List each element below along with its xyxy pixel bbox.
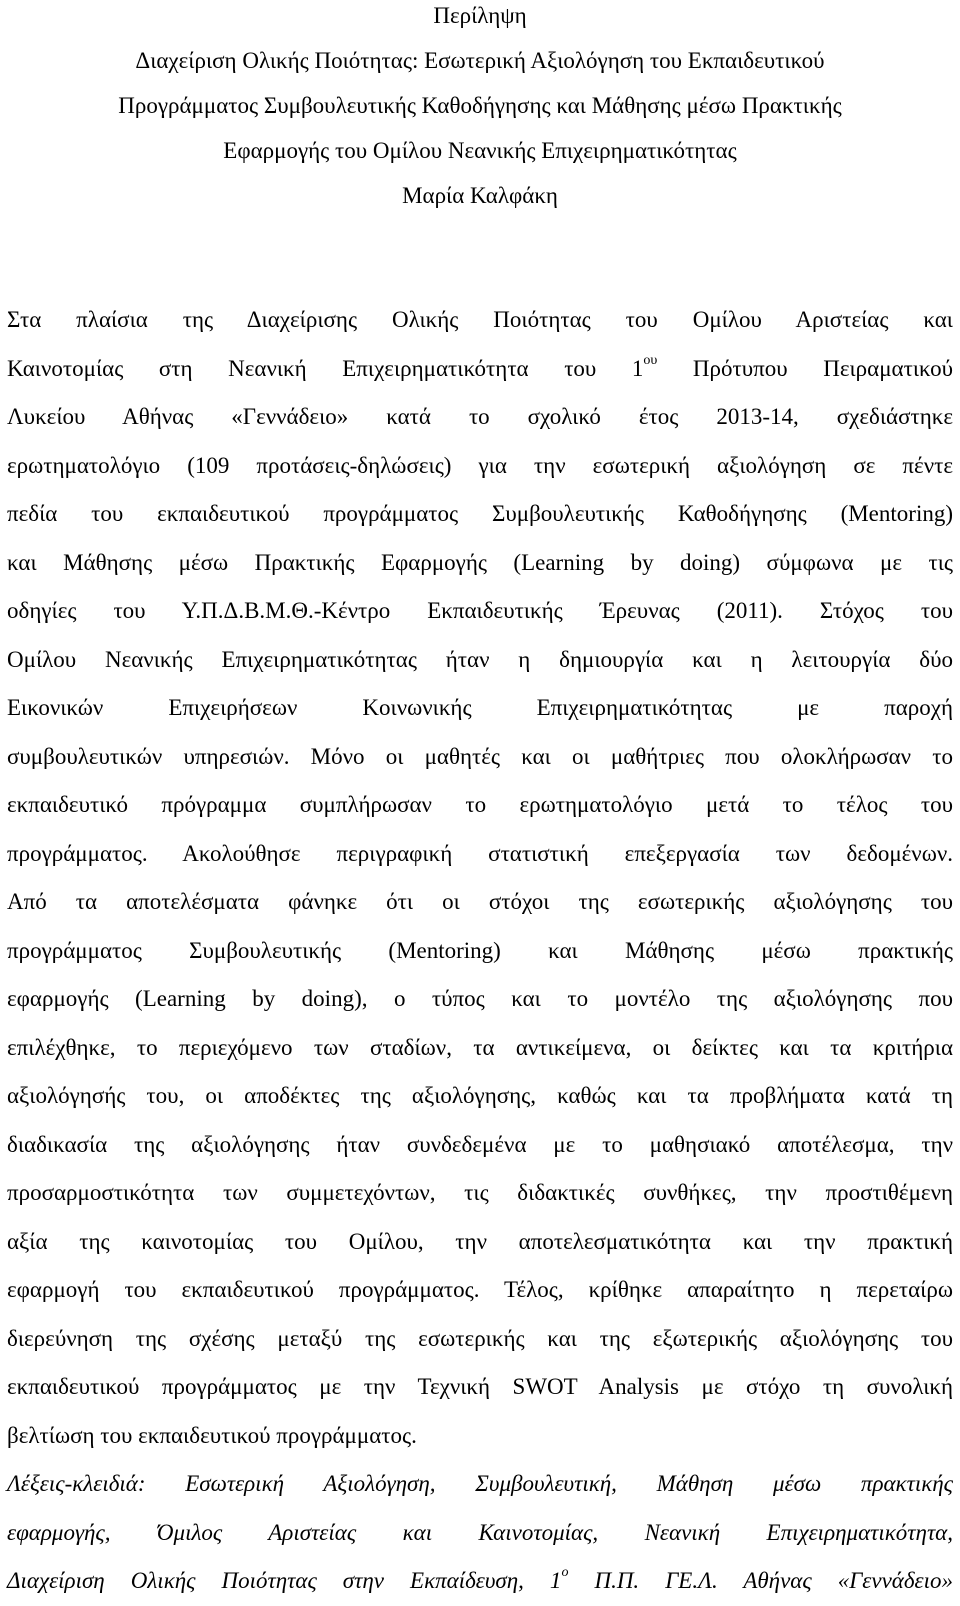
abstract-line: εκπαιδευτικό πρόγραμμα συμπλήρωσαν το ερωτηματολόγιο μετά το τέλος του	[7, 792, 953, 817]
abstract-line: εφαρμογή του εκπαιδευτικού προγράμματος. Τέλος, κρίθηκε απαραίτητο η περεταίρω	[7, 1277, 953, 1302]
abstract-text: Καινοτομίας στη Νεανική Επιχειρηματικότητα του 1	[7, 355, 644, 381]
abstract-line: διερεύνηση της σχέσης μεταξύ της εσωτερικής και της εξωτερικής αξιολόγησης του	[7, 1325, 953, 1351]
abstract-line: Ομίλου Νεανικής Επιχειρηματικότητας ήταν η δημιουργία και η λειτουργία δύο	[7, 646, 953, 672]
abstract-line: προγράμματος. Ακολούθησε περιγραφική στατιστική επεξεργασία των δεδομένων.	[7, 840, 953, 866]
abstract-line: Στα πλαίσια της Διαχείρισης Ολικής Ποιότητας του Ομίλου Αριστείας και	[7, 307, 953, 332]
abstract-line: ερωτηματολόγιο (109 προτάσεις-δηλώσεις) για την εσωτερική αξιολόγηση σε πέντε	[7, 452, 953, 478]
keywords-line: Λέξεις-κλειδιά: Εσωτερική Αξιολόγηση, Συμβουλευτική, Μάθηση μέσω πρακτικής	[7, 1471, 953, 1496]
abstract-line: προγράμματος Συμβουλευτικής (Mentoring) και Μάθησης μέσω πρακτικής	[7, 937, 953, 963]
title-line: Προγράμματος Συμβουλευτικής Καθοδήγησης και Μάθησης μέσω Πρακτικής	[118, 93, 842, 118]
abstract-line: αξιολόγησής του, οι αποδέκτες της αξιολόγησης, καθώς και τα προβλήματα κατά τη	[7, 1083, 953, 1108]
document-page	[7, 0, 954, 1593]
author-name: Μαρία Καλφάκη	[402, 183, 558, 208]
abstract-line: και Μάθησης μέσω Πρακτικής Εφαρμογής (Learning by doing) σύμφωνα με τις	[7, 549, 953, 575]
abstract-body	[7, 296, 953, 1606]
ordinal-superscript: ο	[561, 1565, 569, 1581]
title-line: Εφαρμογής του Ομίλου Νεανικής Επιχειρηματικότητας	[223, 138, 737, 163]
abstract-line: πεδία του εκπαιδευτικού προγράμματος Συμβουλευτικής Καθοδήγησης (Mentoring)	[7, 501, 953, 526]
abstract-line: εκπαιδευτικού προγράμματος με την Τεχνική SWOT Analysis με στόχο τη συνολική	[7, 1374, 953, 1399]
abstract-line: Εικονικών Επιχειρήσεων Κοινωνικής Επιχειρηματικότητας με παροχή	[7, 695, 953, 720]
abstract-line: προσαρμοστικότητα των συμμετεχόντων, τις διδακτικές συνθήκες, την προστιθέμενη	[7, 1180, 953, 1205]
abstract-line: διαδικασία της αξιολόγησης ήταν συνδεδεμένα με το μαθησιακό αποτέλεσμα, την	[7, 1131, 953, 1157]
abstract-line: οδηγίες του Υ.Π.Δ.Β.Μ.Θ.-Κέντρο Εκπαιδευτικής Έρευνας (2011). Στόχος του	[7, 598, 953, 623]
abstract-line: συμβουλευτικών υπηρεσιών. Μόνο οι μαθητές και οι μαθήτριες που ολοκλήρωσαν το	[7, 743, 953, 769]
abstract-line: Λυκείου Αθήνας «Γεννάδειο» κατά το σχολικό έτος 2013-14, σχεδιάστηκε	[7, 404, 953, 429]
abstract-line: αξία της καινοτομίας του Ομίλου, την αποτελεσματικότητα και την πρακτική	[7, 1228, 953, 1254]
abstract-text: Πρότυπου Πειραματικού	[657, 355, 953, 381]
abstract-line: Από τα αποτελέσματα φάνηκε ότι οι στόχοι της εσωτερικής αξιολόγησης του	[7, 889, 953, 914]
ordinal-superscript: ου	[643, 352, 658, 368]
keywords-line	[7, 1557, 953, 1606]
abstract-line: εφαρμογής (Learning by doing), ο τύπος και το μοντέλο της αξιολόγησης που	[7, 986, 953, 1011]
document-header	[7, 0, 953, 218]
abstract-heading: Περίληψη	[433, 3, 527, 28]
abstract-line: επιλέχθηκε, το περιεχόμενο των σταδίων, τα αντικείμενα, οι δείκτες και τα κριτήρια	[7, 1034, 953, 1060]
keywords-line: εφαρμογής, Όμιλος Αριστείας και Καινοτομίας, Νεανική Επιχειρηματικότητα,	[7, 1519, 953, 1545]
keywords-text: Διαχείριση Ολικής Ποιότητας στην Εκπαίδευση, 1	[7, 1568, 562, 1593]
title-line: Διαχείριση Ολικής Ποιότητας: Εσωτερική Αξιολόγηση του Εκπαιδευτικού	[135, 48, 825, 73]
abstract-line: βελτίωση του εκπαιδευτικού προγράμματος.	[7, 1422, 417, 1448]
keywords-text: Π.Π. ΓΕ.Λ. Αθήνας «Γεννάδειο»	[568, 1568, 954, 1593]
abstract-line	[7, 345, 953, 394]
